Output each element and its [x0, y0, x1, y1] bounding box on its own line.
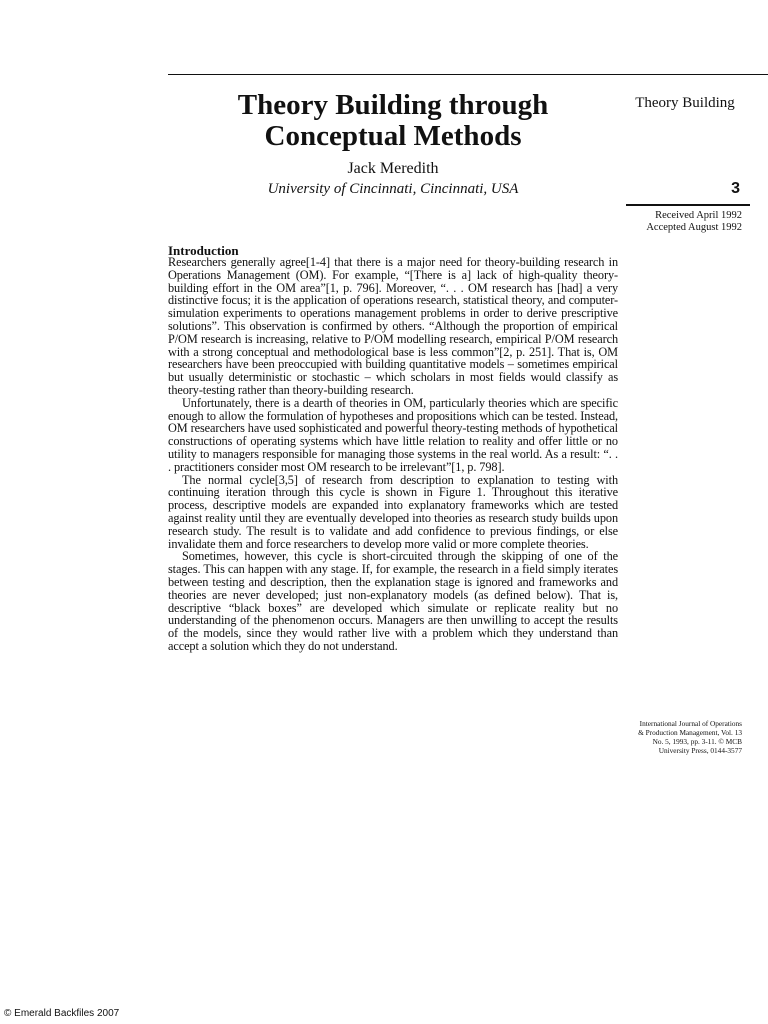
- running-head: Theory Building: [635, 95, 735, 111]
- journal-citation: [616, 719, 742, 755]
- footer-copyright: © Emerald Backfiles 2007: [4, 1008, 120, 1019]
- page-number: 3: [731, 180, 740, 197]
- journal-citation-line: University Press, 0144-3577: [658, 746, 742, 755]
- article-title: [168, 90, 618, 152]
- title-line-2: Conceptual Methods: [264, 120, 522, 152]
- top-rule: [168, 74, 768, 75]
- paragraph: Sometimes, however, this cycle is short-circuited through the skipping of one of the stages. This can happen with any stage. If, for example, the research in a field simply iterates between testing and description, then the explanation stage is ignored and frameworks and theories are never developed; just non-explanatory models (as defined below). That is, descriptive “black boxes” are developed which simulate or replicate reality but no understanding of the phenomenon occurs. Managers are then unwilling to accept the results of the models, since they would rather live with a problem which they understand than accept a solution which they do not understand.: [168, 549, 618, 653]
- journal-citation-line: No. 5, 1993, pp. 3-11. © MCB: [652, 737, 742, 746]
- paragraph: Unfortunately, there is a dearth of theories in OM, particularly theories which are specific enough to allow the formulation of hypotheses and propositions which can be tested. Instead, OM researchers have used sophisticated and powerful theory-testing methods of hypothetical constructions of operating systems which have little relation to reality and offer little or no utility to managers responsible for managing those systems in the real world. As a result: “. . . practitioners consider most OM research to be irrelevant”[1, p. 798].: [168, 395, 618, 474]
- author-name: Jack Meredith: [347, 160, 439, 177]
- accepted-date: Accepted August 1992: [646, 222, 742, 233]
- side-rule: [626, 204, 750, 206]
- received-date: Received April 1992: [655, 210, 742, 221]
- paragraph: The normal cycle[3,5] of research from description to explanation to testing with continuing iteration through this cycle is shown in Figure 1. Throughout this iterative process, descriptive models are expanded into explanatory frameworks which are tested against reality until they are eventually developed into theories as research study builds upon research study. The result is to validate and add confidence to previous findings, or else invalidate them and force researchers to develop more valid or more complete theories.: [168, 472, 618, 551]
- received-dates: [646, 210, 742, 234]
- paragraph: Researchers generally agree[1-4] that there is a major need for theory-building research in Operations Management (OM). For example, “[There is a] lack of high-quality theory-building effort in the OM area”[1, p. 796]. Moreover, “. . . OM research has [had] a very distinctive focus; it is the application of operations research, statistical theory, and computer-simulation experiments to operations management problems in order to derive prescriptive solutions”. This observation is confirmed by others. “Although the proportion of empirical P/OM research is increasing, relative to P/OM modelling research, empirical P/OM research with a strong conceptual and methodological base is less common”[2, p. 251]. That is, OM researchers have been preoccupied with building quantitative models – sometimes empirical but usually deterministic or stochastic – which scholars in most fields would classify as theory-testing rather than theory-building research.: [168, 255, 618, 397]
- title-line-1: Theory Building through: [237, 89, 549, 121]
- author-affiliation: University of Cincinnati, Cincinnati, USA: [267, 181, 519, 197]
- journal-citation-line: International Journal of Operations: [639, 719, 742, 728]
- journal-citation-line: & Production Management, Vol. 13: [638, 728, 742, 737]
- body-text: [168, 256, 618, 653]
- section-heading: Introduction: [168, 243, 239, 258]
